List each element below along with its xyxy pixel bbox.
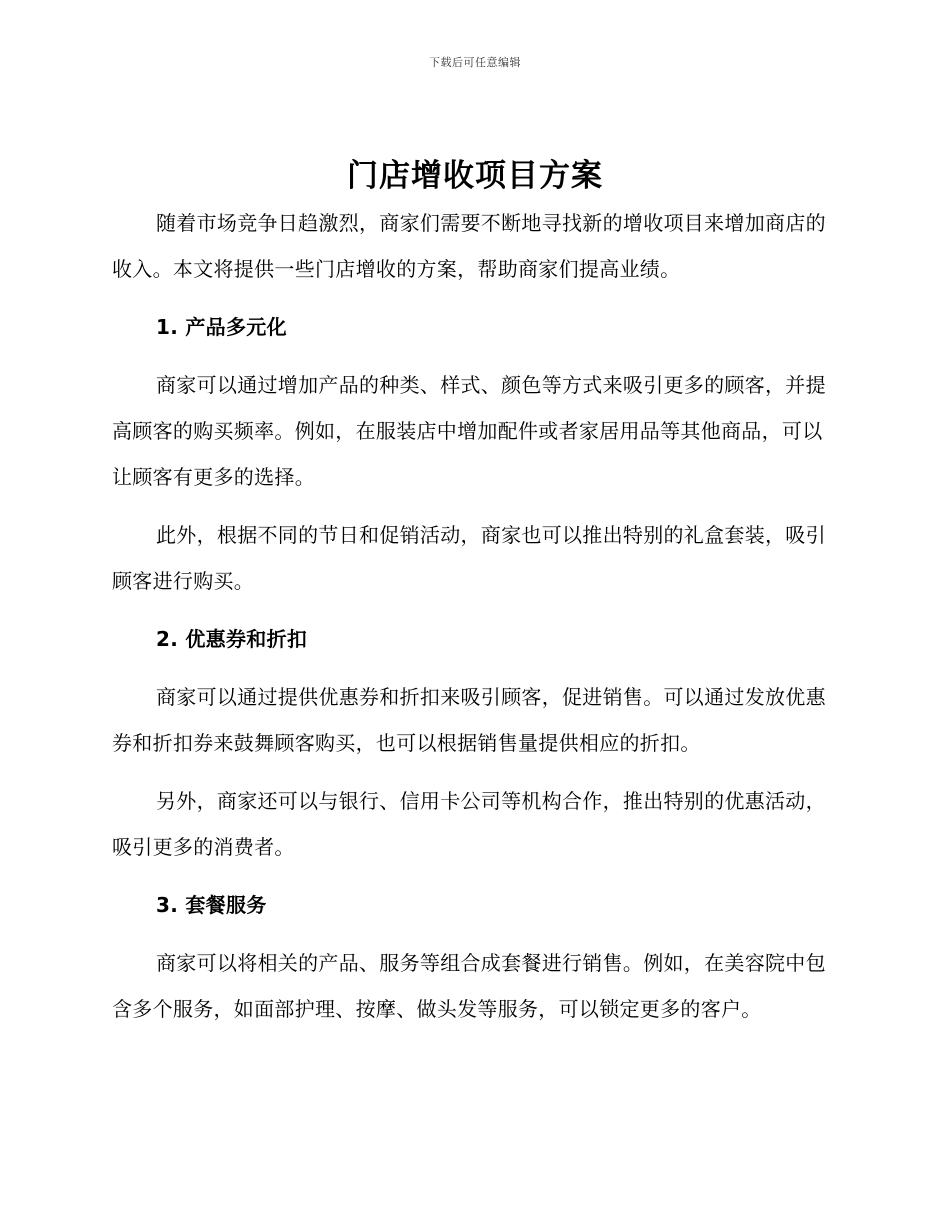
section-1-paragraph-2: 此外，根据不同的节日和促销活动，商家也可以推出特别的礼盒套装，吸引顾客进行购买。	[112, 523, 826, 593]
document-body	[112, 200, 832, 1044]
header-note: 下载后可任意编辑	[429, 56, 521, 69]
section-heading-2: 2. 优惠券和折扣	[156, 627, 308, 651]
section-3-paragraph-1: 商家可以将相关的产品、服务等组合成套餐进行销售。例如，在美容院中包含多个服务，如面部护理、按摩、做头发等服务，可以锁定更多的客户。	[112, 951, 826, 1021]
section-2-paragraph-2: 另外，商家还可以与银行、信用卡公司等机构合作，推出特别的优惠活动，吸引更多的消费者。	[112, 789, 826, 859]
section-heading-3: 3. 套餐服务	[156, 893, 267, 917]
intro-paragraph: 随着市场竞争日趋激烈，商家们需要不断地寻找新的增收项目来增加商店的收入。本文将提供一些门店增收的方案，帮助商家们提高业绩。	[112, 211, 826, 281]
document-title: 门店增收项目方案	[347, 158, 603, 194]
section-1-paragraph-1: 商家可以通过增加产品的种类、样式、颜色等方式来吸引更多的顾客，并提高顾客的购买频率。例如，在服装店中增加配件或者家居用品等其他商品，可以让顾客有更多的选择。	[112, 373, 826, 489]
section-heading-1: 1. 产品多元化	[156, 315, 287, 339]
section-2-paragraph-1: 商家可以通过提供优惠券和折扣来吸引顾客，促进销售。可以通过发放优惠券和折扣券来鼓舞顾客购买，也可以根据销售量提供相应的折扣。	[112, 685, 826, 755]
